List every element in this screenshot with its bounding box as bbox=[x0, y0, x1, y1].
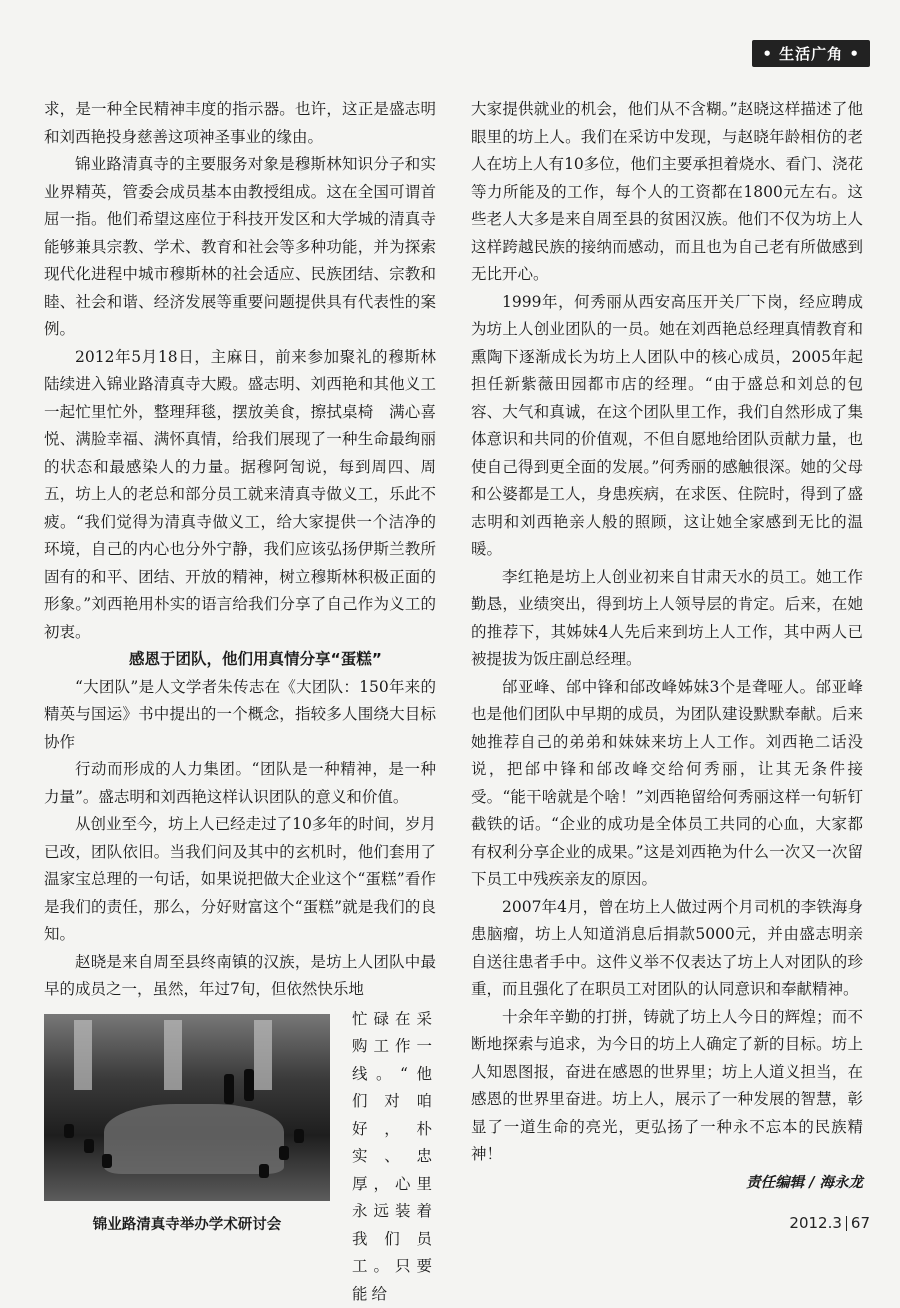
section-heading: 感恩于团队，他们用真情分享“蛋糕” bbox=[44, 646, 436, 674]
right-column bbox=[471, 96, 863, 1196]
page-folio bbox=[789, 1214, 870, 1232]
photo-block bbox=[44, 1006, 436, 1254]
paragraph: 邰亚峰、邰中锋和邰改峰姊妹3个是聋哑人。邰亚峰也是他们团队中早期的成员，为团队建设默默奉献。后来她推荐自己的弟弟和妹妹来坊上人工作。刘西艳二话没说，把邰中锋和邰改峰交给何秀丽，让其无条件接受。“能干啥就是个啥！”刘西艳留给何秀丽这样一句斩钉截铁的话。“企业的成功是全体员工共同的心血，大家都有权利分享企业的成果。”这是刘西艳为什么一次又一次留下员工中残疾亲友的原因。 bbox=[471, 674, 863, 894]
folio-divider bbox=[846, 1216, 847, 1231]
paragraph: 十余年辛勤的打拼，铸就了坊上人今日的辉煌；而不断地探索与追求，为今日的坊上人确定了新的目标。坊上人知恩图报，奋进在感恩的世界里；坊上人道义担当，在感恩的世界里奋进。坊上人，展示了一种发展的智慧，彰显了一道生命的亮光，更弘扬了一种永不忘本的民族精神！ bbox=[471, 1004, 863, 1169]
paragraph: 1999年，何秀丽从西安高压开关厂下岗，经应聘成为坊上人创业团队的一员。她在刘西艳总经理真情教育和熏陶下逐渐成长为坊上人团队中的核心成员，2005年起担任新紫薇田园都市店的经理。“由于盛总和刘总的包容、大气和真诚，在这个团队里工作，我们自然形成了集体意识和共同的价值观，不但自愿地给团队贡献力量，也使自己得到更全面的发展。”何秀丽的感触很深。她的父母和公婆都是工人，身患疾病，在求医、住院时，得到了盛志明和刘西艳亲人般的照顾，这让她全家感到无比的温暖。 bbox=[471, 289, 863, 564]
paragraph: 大家提供就业的机会，他们从不含糊。”赵晓这样描述了他眼里的坊上人。我们在采访中发现，与赵晓年龄相仿的老人在坊上人有10多位，他们主要承担着烧水、看门、浇花等力所能及的工作，每个人的工资都在1800元左右。这些老人大多是来自周至县的贫困汉族。他们不仅为坊上人这样跨越民族的接纳而感动，而且也为自己老有所做感到无比开心。 bbox=[471, 96, 863, 289]
conference-photo bbox=[44, 1014, 330, 1201]
paragraph: 赵晓是来自周至县终南镇的汉族，是坊上人团队中最早的成员之一，虽然，年过7旬，但依然快乐地 bbox=[44, 949, 436, 1004]
page-number: 67 bbox=[851, 1214, 870, 1232]
issue-number: 2012.3 bbox=[789, 1214, 842, 1232]
paragraph: 从创业至今，坊上人已经走过了10多年的时间，岁月已改，团队依旧。当我们问及其中的玄机时，他们套用了温家宝总理的一句话，如果说把做大企业这个“蛋糕”看作是我们的责任，那么，分好财富这个“蛋糕”就是我们的良知。 bbox=[44, 811, 436, 949]
photo-caption: 锦业路清真寺举办学术研讨会 bbox=[44, 1212, 330, 1240]
editor-credit: 责任编辑 / 海永龙 bbox=[471, 1169, 863, 1197]
paragraph: 求，是一种全民精神丰度的指示器。也许，这正是盛志明和刘西艳投身慈善这项神圣事业的缘由。 bbox=[44, 96, 436, 151]
paragraph: 锦业路清真寺的主要服务对象是穆斯林知识分子和实业界精英，管委会成员基本由教授组成。这在全国可谓首屈一指。他们希望这座位于科技开发区和大学城的清真寺能够兼具宗教、学术、教育和社会等多种功能，并为探索现代化进程中城市穆斯林的社会适应、民族团结、宗教和睦、社会和谐、经济发展等重要问题提供具有代表性的案例。 bbox=[44, 151, 436, 344]
paragraph: 李红艳是坊上人创业初来自甘肃天水的员工。她工作勤恳，业绩突出，得到坊上人领导层的肯定。后来，在她的推荐下，其姊妹4人先后来到坊上人工作，其中两人已被提拔为饭庄副总经理。 bbox=[471, 564, 863, 674]
section-badge: • 生活广角 • bbox=[752, 40, 870, 67]
wrapped-text: 忙碌在采购工作一线。“他们对咱好，朴实、忠厚，心里永远装着我们员工。只要能给 bbox=[352, 1006, 436, 1308]
paragraph: 2012年5月18日，主麻日，前来参加聚礼的穆斯林陆续进入锦业路清真寺大殿。盛志明、刘西艳和其他义工一起忙里忙外，整理拜毯，摆放美食，擦拭桌椅 满心喜悦、满脸幸福、满怀真情，给我们展现了一种生命最绚丽的状态和最感染人的力量。据穆阿訇说，每到周四、周五，坊上人的老总和部分员工就来清真寺做义工，乐此不疲。“我们觉得为清真寺做义工，给大家提供一个洁净的环境，自己的内心也分外宁静，我们应该弘扬伊斯兰教所固有的和平、团结、开放的精神，树立穆斯林积极正面的形象。”刘西艳用朴实的语言给我们分享了自己作为义工的初衷。 bbox=[44, 344, 436, 647]
left-column bbox=[44, 96, 436, 1254]
paragraph: 行动而形成的人力集团。“团队是一种精神，是一种力量”。盛志明和刘西艳这样认识团队的意义和价值。 bbox=[44, 756, 436, 811]
paragraph: 2007年4月，曾在坊上人做过两个月司机的李铁海身患脑瘤，坊上人知道消息后捐款5000元，并由盛志明亲自送往患者手中。这件义举不仅表达了坊上人对团队的珍重，而且强化了在职员工对团队的认同意识和奉献精神。 bbox=[471, 894, 863, 1004]
paragraph: “大团队”是人文学者朱传志在《大团队：150年来的精英与国运》书中提出的一个概念，指较多人围绕大目标协作 bbox=[44, 674, 436, 757]
